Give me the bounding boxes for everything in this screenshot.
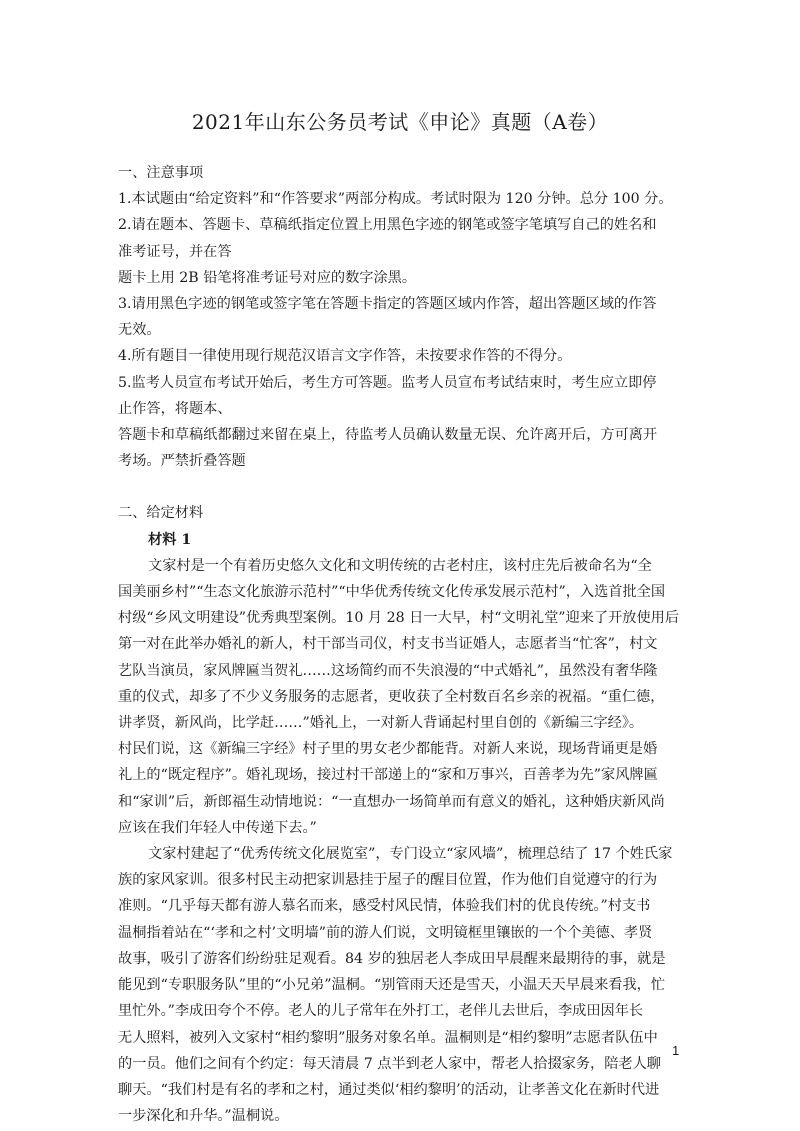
paragraph-line: 能见到“专职服务队”里的“小兄弟”温桐。“别管雨天还是雪天，小温天天早晨来看我，忙	[118, 977, 666, 994]
paragraph-line: 讲孝贤，新风尚，比学赶……”婚礼上，一对新人背诵起村里自创的《新编三字经》。	[118, 715, 644, 732]
document-body	[118, 160, 692, 1129]
paragraph-line: 第一对在此举办婚礼的新人，村干部当司仪，村支书当证婚人，志愿者当“忙客”，村文	[118, 636, 658, 653]
section-spacer	[118, 474, 692, 500]
paragraph-line: 文家村是一个有着历史悠久文化和文明传统的古老村庄，该村庄先后被命名为“全	[148, 557, 652, 574]
notice-line: 1.本试题由“给定资料”和“作答要求”两部分构成。考试时限为 120 分钟。总分 100 分。	[118, 191, 673, 208]
paragraph-line: 一步深化和升华。”温桐说。	[118, 1108, 289, 1125]
paragraph-line: 里忙外。”李成田夸个不停。老人的儿子常年在外打工，老伴儿去世后，李成田因年长	[118, 1003, 644, 1020]
paragraph-line: 文家村建起了“优秀传统文化展览室”，专门设立“家风墙”，梳理总结了 17 个姓氏家	[148, 846, 673, 863]
paragraph-line: 聊天。“我们村是有名的孝和之村，通过类似‘相约黎明’的活动，让孝善文化在新时代进	[118, 1081, 660, 1098]
paragraph-line: 国美丽乡村”“生态文化旅游示范村”“中华优秀传统文化传承发展示范村”，入选首批全国	[118, 584, 666, 601]
paragraph-line: 准则。“几乎每天都有游人慕名而来，感受村风民情，体验我们村的优良传统。”村支书	[118, 898, 651, 915]
notice-line: 答题卡和草稿纸都翻过来留在桌上，待监考人员确认数量无误、允许离开后，方可离开	[118, 427, 658, 444]
notice-line: 5.监考人员宣布考试开始后，考生方可答题。监考人员宣布考试结束时，考生应立即停	[118, 374, 657, 391]
paragraph-line: 温桐指着站在“‘孝和之村’文明墙”前的游人们说，文明镜框里镶嵌的一个个美德、孝贤	[118, 924, 653, 941]
notice-line: 4.所有题目一律使用现行规范汉语言文字作答，未按要求作答的不得分。	[118, 348, 572, 365]
notice-line: 止作答，将题本、	[118, 400, 232, 417]
notice-line: 2.请在题本、答题卡、草稿纸指定位置上用黑色字迹的钢笔或签字笔填写自己的姓名和	[118, 217, 657, 234]
paragraph-line: 艺队当演员，家风牌匾当贺礼……这场简约而不失浪漫的“中式婚礼”，虽然没有奢华隆	[118, 662, 658, 679]
paragraph-line: 村民们说，这《新编三字经》村子里的男女老少都能背。对新人来说，现场背诵更是婚	[118, 741, 658, 758]
paragraph-line: 重的仪式，却多了不少义务服务的志愿者，更收获了全村数百名乡亲的祝福。“重仁德，	[118, 688, 665, 705]
paragraph-line: 村级“乡风文明建设”优秀典型案例。10 月 28 日一大早，村“文明礼堂”迎来了开放使用后	[118, 610, 680, 627]
material-subheading: 材料 1	[148, 531, 192, 548]
notice-line: 无效。	[118, 322, 161, 339]
paragraph-line: 和“家训”后，新郎福生动情地说：“一直想办一场简单而有意义的婚礼，这种婚庆新风尚	[118, 793, 665, 810]
notice-line: 考场。严禁折叠答题	[118, 453, 246, 470]
paragraph-line: 族的家风家训。很多村民主动把家训悬挂于屋子的醒目位置，作为他们自觉遵守的行为	[118, 872, 658, 889]
notice-line: 3.请用黑色字迹的钢笔或签字笔在答题卡指定的答题区域内作答，超出答题区域的作答	[118, 296, 657, 313]
notice-heading: 一、注意事项	[118, 165, 204, 181]
page-number: 1	[672, 1043, 680, 1058]
notice-line: 题卡上用 2B 铅笔将准考证号对应的数字涂黑。	[118, 269, 417, 286]
paragraph-line: 故事，吸引了游客们纷纷驻足观看。84 岁的独居老人李成田早晨醒来最期待的事，就是	[118, 950, 666, 967]
page-title: 2021年山东公务员考试《申论》真题（A卷）	[191, 110, 609, 134]
material-heading: 二、给定材料	[118, 505, 204, 522]
paragraph-line: 的一员。他们之间有个约定：每天清晨 7 点半到老人家中，帮老人拾掇家务，陪老人聊	[118, 1055, 661, 1072]
paragraph-line: 礼上的“既定程序”。婚礼现场，接过村干部递上的“家和万事兴，百善孝为先”家风牌匾	[118, 767, 658, 784]
paragraph-line: 应该在我们年轻人中传递下去。”	[118, 819, 317, 836]
paragraph-line: 无人照料，被列入文家村“相约黎明”服务对象名单。温桐则是“相约黎明”志愿者队伍中	[118, 1029, 658, 1046]
notice-line: 准考证号，并在答	[118, 243, 232, 260]
